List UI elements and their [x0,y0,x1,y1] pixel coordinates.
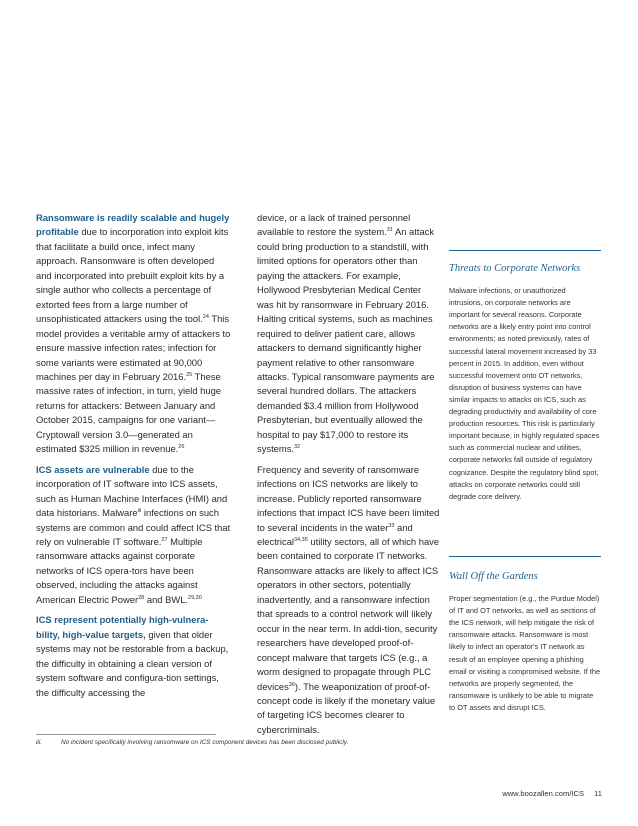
sidebar-body: Malware infections, or unauthorized intrusions, on corporate networks are important for several reasons. Corporate networks are a likely entry point into control environments; as noted previously, rates of successful lateral movement increased by 33 percent in 2015. In addition, even without successful movement onto OT networks, disruption of business systems can have similar impacts to attacks on ICS, such as degrading productivity and availability of core production resources. This risk is particularly important because, in highly regulated spaces such as commercial nuclear and utilities, corporate networks fall outside of regulatory cognizance. Despite the regulatory blind spot, attacks on corporate networks could still degrade core delivery. [449,286,600,501]
paragraph-high-value-targets [36,613,232,700]
sidebar-divider-top [449,250,601,251]
lead-in-ics-vulnerable: ICS assets are vulnerable [36,463,150,475]
text-run: due to the incorporation of IT software into ICS assets, such as Human Machine Interfaces (HMI) and data historians. Malware [36,463,228,519]
text-run: and electrical [257,521,413,547]
paragraph-restore-system [257,211,440,457]
footer-url[interactable]: www.boozallen.com/ICS [502,789,585,798]
lead-in-high-value: ICS represent potentially high-vulnera-bility, high-value targets, [36,614,209,640]
text-run: device, or a lack of trained personnel available to restore the system. [257,212,411,238]
citation-34-35: 34,35 [294,536,308,543]
sidebar-wall-off-gardens [449,571,601,714]
sidebar-body: Proper segmentation (e.g., the Purdue Model) of IT and OT networks, as well as sections of the ICS network, will help mitigate the risk of ransomware attacks. Ransomware is most likely to infect an operator's IT network as result of an employee opening a phishing email or visiting a compromised website. If the networks are properly segmented, the ransomware is unlikely to be able to migrate to OT assets and disrupt ICS. [449,594,601,712]
sidebar-title: Wall Off the Gardens [449,571,538,582]
citation-27: 27 [161,536,168,543]
text-run: An attack could bring production to a standstill, with limited options for operators other than paying the attackers. For example, Hollywood Presbyterian Medical Center was hit by ransomware in February 2016. Halting critical systems, such as machines required to deliver patient care, allows attackers to demand significantly higher payment relative to other ransomware attacks. Typical ransomware payments are several hundred dollars. The attackers demanded $3.4 million from Hollywood Presbyterian, but eventually allowed the hospital to pay $17,000 to restore its systems. [257,226,435,455]
body-column-middle [257,211,440,743]
citation-26: 26 [178,444,185,451]
text-run: Multiple ransomware attacks against corporate networks of ICS opera-tors have been observed, including the attacks against American Electric Power [36,535,203,605]
footnote-divider [36,734,216,735]
sidebar-threats-corporate-networks [449,263,601,503]
text-run: These massive rates of infection, in turn, yield huge returns for attackers: Between January and October 2015, campaigns for one variant—Cryptowall version 3.0—generated an estimated $325 million in revenue. [36,370,221,455]
text-run: due to incorporation into exploit kits that facilitate a build once, infect many approach. Ransomware is often developed and incorporated into prebuilt exploit kits by a single author who collects a percentage of extorted fees from a large number of unsophisticated attackers using the tool. [36,226,229,325]
footnote-marker: iii. [36,739,43,746]
lead-in-scalable: Ransomware is readily scalable and hugely profitable [36,212,230,238]
footnote [36,739,348,746]
citation-32: 32 [293,444,301,451]
text-run: ). The weaponization of proof-of-concept code is likely if the monetary value of targeting ICS becomes clearer to cybercriminals. [257,680,436,735]
sidebar-title: Threats to Corporate Networks [449,263,581,274]
text-run: given that older systems may not be restorable from a backup, the difficulty in obtaining a clean version of system software and configura-tion settings, the difficulty accessing the [36,628,229,698]
footnote-text: No incident specifically involving ransomware on ICS component devices has been disclosed publicly. [61,739,349,746]
page-footer [502,789,602,798]
paragraph-scalable [36,211,232,457]
page-number: 11 [594,789,602,798]
citation-24: 24 [202,314,209,321]
text-run: Frequency and severity of ransomware infections on ICS networks are likely to increase. Publicly reported ransomware infections that impact ICS have been limited to several incidents in the water [257,463,440,533]
citation-31: 31 [386,227,393,234]
citation-36: 36 [288,681,295,688]
text-run: infections on such systems are common and could affect ICS that rely on vulnerable IT software. [36,507,231,547]
text-run: utility sectors, all of which have been contained to corporate IT networks. Ransomware attacks are likely to affect ICS operators in other sectors, potentially inadvertently, and a ransomware infection that spreads to a control network will likely occur in the near term. In addi-tion, security researchers have developed proof-of-concept malware that targets ICS (e.g., a worm designed to propagate through PLC devices [257,535,440,692]
citation-25: 25 [186,371,193,378]
footnote-ref-iii: iii [137,507,142,514]
text-run: This model provides a veritable army of attackers to ensure massive infection rates; infection for some variants were estimated at 90,000 machines per day in February 2016. [36,313,231,382]
sidebar-divider-middle [449,556,601,557]
text-run: and BWL. [144,593,189,605]
citation-29-30: 29,30 [188,594,202,601]
citation-28: 28 [138,594,145,601]
paragraph-ics-vulnerable [36,463,232,608]
citation-33: 33 [388,522,395,529]
body-column-left [36,211,232,706]
paragraph-frequency-severity [257,463,440,738]
